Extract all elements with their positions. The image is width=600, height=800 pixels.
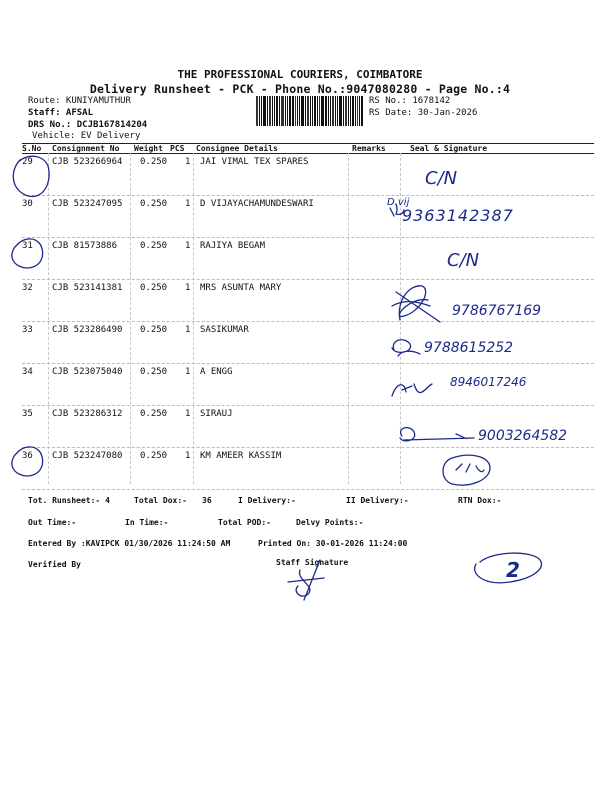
cell-sno: 36 [22, 451, 33, 461]
row-separator [22, 405, 594, 406]
barcode-bar [310, 96, 311, 126]
barcode-bar [267, 96, 268, 126]
barcode-bar [297, 96, 298, 126]
barcode-bar [350, 96, 351, 126]
table-row [22, 367, 362, 381]
handwriting-row35-phone: 9003264582 [478, 428, 568, 444]
cell-pcs: 1 [185, 241, 191, 251]
barcode-bar [279, 96, 280, 126]
barcode-bar [355, 96, 356, 126]
row-separator [22, 195, 594, 196]
cell-pcs: 1 [185, 451, 191, 461]
rs-number: RS No.: 1678142 [369, 96, 451, 106]
barcode-bar [299, 96, 300, 126]
cell-consignee: SASIKUMAR [200, 325, 249, 335]
drs-number: DRS No.: DCJB167814204 [28, 120, 148, 130]
barcode-bar [272, 96, 273, 126]
cell-pcs: 1 [185, 325, 191, 335]
stamp-marks-row36 [456, 464, 484, 472]
handwriting-row32-phone: 9786767169 [452, 303, 542, 319]
table-row [22, 283, 362, 297]
barcode-bar [314, 96, 316, 126]
delivery-points: Delvy Points:- [296, 518, 364, 527]
barcode-bar [317, 96, 318, 126]
barcode-bar [312, 96, 313, 126]
handwriting-row33-phone: 9788615252 [424, 340, 514, 356]
barcode-bar [337, 96, 338, 126]
row-separator [22, 279, 594, 280]
cell-sno: 35 [22, 409, 33, 419]
col-header-consignee: Consignee Details [196, 144, 278, 153]
barcode-bar [259, 96, 260, 126]
cell-sno: 32 [22, 283, 33, 293]
col-header-weight: Weight [134, 144, 163, 153]
signature-row33 [392, 340, 420, 356]
cell-weight: 0.250 [140, 241, 168, 251]
signature-row34 [392, 384, 432, 396]
barcode-bar [261, 96, 262, 126]
barcode-bar [343, 96, 344, 126]
cell-sno: 30 [22, 199, 33, 209]
cell-weight: 0.250 [140, 283, 168, 293]
table-row [22, 199, 362, 213]
rtn-dox: RTN Dox:- [458, 496, 502, 505]
cell-sno: 29 [22, 157, 33, 167]
total-pod: Total POD:- [218, 518, 271, 527]
barcode [256, 96, 366, 126]
row-separator [22, 237, 594, 238]
barcode-bar [256, 96, 258, 126]
barcode-bar [332, 96, 334, 126]
barcode-bar [307, 96, 309, 126]
cell-weight: 0.250 [140, 199, 168, 209]
printed-on: Printed On: 30-01-2026 11:24:00 [258, 539, 408, 548]
cell-pcs: 1 [185, 199, 191, 209]
verified-by: Verified By [28, 560, 81, 569]
col-header-signature: Seal & Signature [410, 144, 488, 153]
entered-by: Entered By :KAVIPCK 01/30/2026 11:24:50 AM [28, 539, 231, 548]
signature-row35 [400, 428, 474, 441]
barcode-bar [359, 96, 360, 126]
total-dox-label: Total Dox:- [134, 496, 187, 505]
staff-signature-label: Staff Signature [276, 558, 349, 567]
barcode-bar [321, 96, 324, 126]
stamp-circle-row36 [443, 455, 490, 485]
barcode-bar [285, 96, 286, 126]
barcode-bar [330, 96, 331, 126]
in-time: In Time:- [125, 518, 169, 527]
col-header-sno: S.No [22, 144, 42, 153]
table-row [22, 325, 362, 339]
cell-sno: 34 [22, 367, 33, 377]
barcode-bar [352, 96, 354, 126]
barcode-bar [328, 96, 329, 126]
cell-pcs: 1 [185, 157, 191, 167]
cell-consignee: D VIJAYACHAMUNDESWARI [200, 199, 314, 209]
barcode-bar [319, 96, 320, 126]
barcode-bar [269, 96, 271, 126]
cell-consignment: CJB 523286312 [52, 409, 123, 419]
i-delivery: I Delivery:- [238, 496, 296, 505]
row-separator [22, 363, 594, 364]
handwriting-page-number: 2 [506, 558, 520, 582]
table-header-rule [22, 153, 594, 154]
cell-weight: 0.250 [140, 367, 168, 377]
barcode-bar [305, 96, 306, 126]
cell-weight: 0.250 [140, 325, 168, 335]
cell-weight: 0.250 [140, 157, 168, 167]
table-row [22, 451, 362, 465]
vehicle-field: Vehicle: EV Delivery [32, 131, 141, 141]
barcode-bar [357, 96, 358, 126]
barcode-bar [335, 96, 336, 126]
cell-sno: 31 [22, 241, 33, 251]
barcode-bar [361, 96, 363, 126]
table-row [22, 157, 362, 171]
barcode-bar [295, 96, 296, 126]
handwriting-row31: C/N [447, 250, 480, 271]
handwriting-row29: C/N [425, 168, 458, 189]
table-row [22, 241, 362, 255]
row-separator [22, 489, 594, 490]
barcode-bar [287, 96, 288, 126]
handwriting-row30-name: D.vij [387, 197, 410, 208]
col-header-pcs: PCS [170, 144, 185, 153]
barcode-bar [276, 96, 278, 126]
cell-pcs: 1 [185, 409, 191, 419]
company-title: THE PROFESSIONAL COURIERS, COIMBATORE [177, 68, 423, 81]
cell-consignment: CJB 523247080 [52, 451, 123, 461]
cell-consignee: MRS ASUNTA MARY [200, 283, 282, 293]
barcode-bar [292, 96, 294, 126]
total-dox-value: 36 [202, 496, 212, 505]
cell-pcs: 1 [185, 367, 191, 377]
barcode-bar [301, 96, 304, 126]
barcode-bar [325, 96, 327, 126]
barcode-bar [289, 96, 291, 126]
cell-consignee: SIRAUJ [200, 409, 233, 419]
col-header-consignment: Consignment No [52, 144, 120, 153]
cell-consignment: CJB 523247095 [52, 199, 123, 209]
route-field: Route: KUNIYAMUTHUR [28, 96, 131, 106]
barcode-bar [263, 96, 266, 126]
barcode-bar [339, 96, 342, 126]
cell-consignment: CJB 81573886 [52, 241, 118, 251]
cell-sno: 33 [22, 325, 33, 335]
barcode-bar [281, 96, 284, 126]
cell-weight: 0.250 [140, 409, 168, 419]
rs-date: RS Date: 30-Jan-2026 [369, 108, 478, 118]
cell-consignee: KM AMEER KASSIM [200, 451, 282, 461]
cell-consignee: JAI VIMAL TEX SPARES [200, 157, 309, 167]
barcode-bar [274, 96, 275, 126]
out-time: Out Time:- [28, 518, 77, 527]
barcode-bar [345, 96, 347, 126]
cell-consignment: CJB 523141381 [52, 283, 123, 293]
cell-consignment: CJB 523075040 [52, 367, 123, 377]
handwriting-row30-phone: 9363142387 [402, 206, 514, 225]
cell-pcs: 1 [185, 283, 191, 293]
staff-field: Staff: AFSAL [28, 108, 94, 118]
cell-weight: 0.250 [140, 451, 168, 461]
barcode-bar [348, 96, 349, 126]
table-row [22, 409, 362, 423]
ii-delivery: II Delivery:- [346, 496, 409, 505]
col-header-remarks: Remarks [352, 144, 386, 153]
cell-consignee: RAJIYA BEGAM [200, 241, 266, 251]
handwriting-row34-phone: 8946017246 [450, 375, 527, 389]
runsheet-title: Delivery Runsheet - PCK - Phone No.:9047080280 - Page No.:4 [89, 82, 511, 96]
cell-consignee: A ENGG [200, 367, 233, 377]
row-separator [22, 447, 594, 448]
cell-consignment: CJB 523286490 [52, 325, 123, 335]
row-separator [22, 321, 594, 322]
cell-consignment: CJB 523266964 [52, 157, 123, 167]
total-runsheet: Tot. Runsheet:- 4 [28, 496, 110, 505]
